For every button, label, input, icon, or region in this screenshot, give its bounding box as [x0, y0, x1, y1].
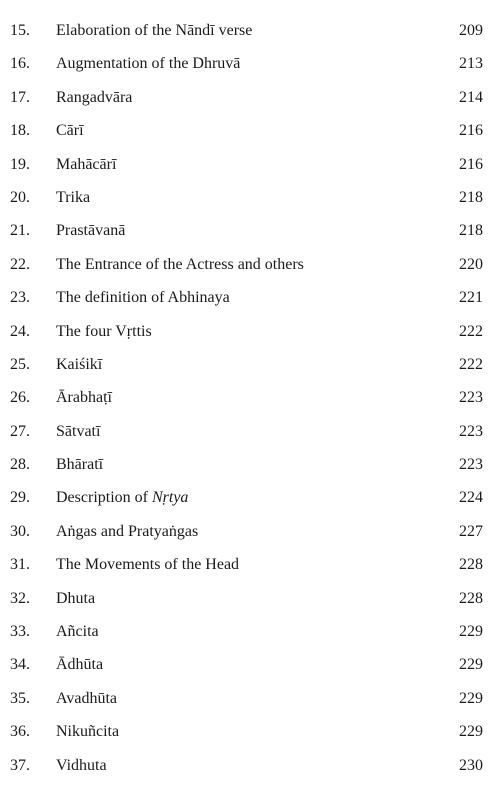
entry-number: 19. — [10, 155, 30, 173]
entry-page-number: 229 — [459, 723, 483, 741]
entry-title: Elaboration of the Nāndī verse — [56, 22, 253, 39]
entry-title: Prastāvanā — [56, 222, 126, 240]
entry-title: Aṅgas and Pratyaṅgas — [56, 522, 199, 540]
toc-entry — [0, 515, 492, 548]
entry-number: 16. — [10, 55, 30, 73]
entry-page-number: 228 — [459, 556, 483, 574]
entry-title: Rangadvāra — [56, 88, 133, 106]
toc-entry — [0, 481, 492, 514]
toc-entry — [0, 682, 492, 715]
entry-page-number: 229 — [459, 656, 483, 674]
toc-entry — [0, 615, 492, 648]
toc-entry — [0, 148, 492, 181]
entry-title: Avadhūta — [56, 689, 118, 707]
entry-title: The definition of Abhinaya — [56, 289, 230, 307]
entry-page-number: 223 — [459, 422, 483, 440]
entry-page-number: 222 — [459, 355, 483, 373]
entry-page-number: 229 — [459, 623, 483, 641]
entry-title: Vidhuta — [56, 756, 107, 774]
entry-page-number: 223 — [459, 389, 483, 407]
entry-title-text: Description of — [56, 489, 152, 507]
entry-number: 25. — [10, 355, 30, 373]
entry-title: Trika — [56, 188, 91, 206]
entry-number: 26. — [10, 389, 30, 407]
entry-page-number: 220 — [459, 255, 483, 273]
entry-number: 17. — [10, 88, 30, 106]
entry-number: 33. — [10, 623, 30, 641]
entry-page-number: 223 — [459, 456, 483, 474]
toc-entry — [0, 381, 492, 414]
entry-page-number: 224 — [459, 489, 483, 507]
toc-entry — [0, 248, 492, 281]
entry-page-number: 216 — [459, 122, 483, 140]
entry-page-number: 214 — [459, 88, 483, 106]
entry-page-number: 209 — [459, 22, 483, 39]
entry-title: Ārabhaṭī — [56, 389, 112, 407]
entry-title: Kaiśikī — [56, 355, 103, 373]
entry-number: 35. — [10, 689, 30, 707]
entry-page-number: 218 — [459, 188, 483, 206]
entry-number: 15. — [10, 22, 30, 39]
entry-title: The Movements of the Head — [56, 556, 240, 574]
toc-entry — [0, 348, 492, 381]
entry-page-number: 213 — [459, 55, 483, 73]
entry-title: Ādhūta — [56, 656, 104, 674]
entry-number: 31. — [10, 556, 30, 574]
toc-entry — [0, 81, 492, 114]
entry-page-number: 228 — [459, 589, 483, 607]
entry-number: 29. — [10, 489, 30, 507]
entry-number: 28. — [10, 456, 30, 474]
toc-entry — [0, 715, 492, 748]
entry-page-number: 218 — [459, 222, 483, 240]
toc-entry — [0, 582, 492, 615]
entry-title: Augmentation of the Dhruvā — [56, 55, 241, 73]
entry-page-number: 230 — [459, 756, 483, 774]
entry-title: Añcita — [56, 623, 99, 641]
entry-page-number: 222 — [459, 322, 483, 340]
toc-entry — [0, 114, 492, 147]
toc-entry — [0, 281, 492, 314]
toc-entry — [0, 648, 492, 681]
entry-number: 18. — [10, 122, 30, 140]
entry-title: The Entrance of the Actress and others — [56, 255, 304, 273]
entry-number: 36. — [10, 723, 30, 741]
entry-page-number: 216 — [459, 155, 483, 173]
entry-title: The four Vṛttis — [56, 322, 152, 340]
entry-page-number: 221 — [459, 289, 483, 307]
toc-entry — [0, 181, 492, 214]
entry-number: 34. — [10, 656, 30, 674]
entry-number: 37. — [10, 756, 30, 774]
toc-entry — [0, 448, 492, 481]
entry-title: Mahācārī — [56, 155, 117, 173]
toc-entry — [0, 214, 492, 247]
toc-entry — [0, 415, 492, 448]
entry-page-number: 229 — [459, 689, 483, 707]
toc-entry — [0, 548, 492, 581]
entry-page-number: 227 — [459, 522, 483, 540]
entry-number: 32. — [10, 589, 30, 607]
entry-number: 24. — [10, 322, 30, 340]
toc-entry — [0, 315, 492, 348]
entry-title-italic: Nṛtya — [151, 489, 189, 507]
entry-title: Sātvatī — [56, 422, 101, 440]
entry-number: 22. — [10, 255, 30, 273]
entry-number: 30. — [10, 522, 30, 540]
entry-title: Cārī — [56, 122, 84, 140]
toc-entry — [0, 14, 492, 47]
entry-number: 20. — [10, 188, 30, 206]
entry-number: 27. — [10, 422, 30, 440]
entry-title: Dhuta — [56, 589, 96, 607]
entry-title: Nikuñcita — [56, 723, 120, 741]
entry-title: Bhāratī — [56, 456, 104, 474]
entry-title — [56, 481, 412, 514]
toc-entry — [0, 749, 492, 782]
table-of-contents — [0, 14, 492, 782]
entry-number: 23. — [10, 289, 30, 307]
entry-number: 21. — [10, 222, 30, 240]
toc-entry — [0, 47, 492, 80]
